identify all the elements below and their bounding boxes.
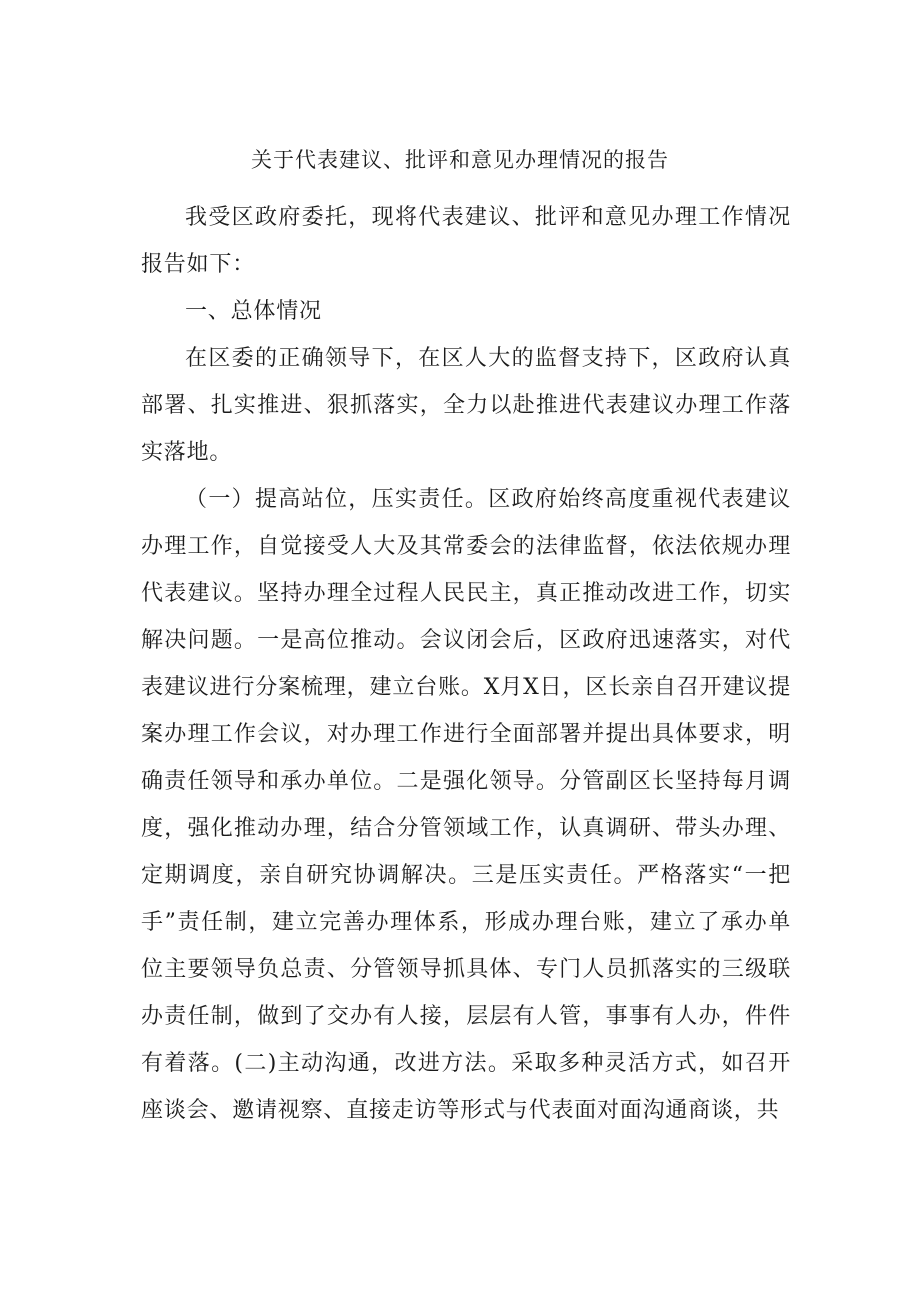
section-heading: 一、总体情况 bbox=[185, 299, 322, 324]
detail-paragraph: （一）提高站位，压实责任。区政府始终高度重视代表建议办理工作，自觉接受人大及其常委会的法律监督，依法依规办理代表建议。坚持办理全过程人民民主，真正推动改进工作，切实解决问题。一是高位推动。会议闭会后，区政府迅速落实，对代表建议进行分案梳理，建立台账。X月X日，区长亲自召开建议提案办理工作会议，对办理工作进行全面部署并提出具体要求，明确责任领导和承办单位。二是强化领导。分管副区长坚持每月调度，强化推动办理，结合分管领域工作，认真调研、带头办理、定期调度，亲自研究协调解决。三是压实责任。严格落实“一把手”责任制，建立完善办理体系，形成办理台账，建立了承办单位主要领导负总责、分管领导抓具体、专门人员抓落实的三级联办责任制，做到了交办有人接，层层有人管，事事有人办，件件有着落。(二)主动沟通，改进方法。采取多种灵活方式，如召开座谈会、邀请视察、直接走访等形式与代表面对面沟通商谈，共 bbox=[141, 487, 791, 1123]
document-body bbox=[141, 194, 791, 1134]
intro-paragraph: 我受区政府委托，现将代表建议、批评和意见办理工作情况报告如下： bbox=[141, 205, 791, 277]
document-title: 关于代表建议、批评和意见办理情况的报告 bbox=[251, 148, 669, 172]
overview-paragraph: 在区委的正确领导下，在区人大的监督支持下，区政府认真部署、扎实推进、狠抓落实，全力以赴推进代表建议办理工作落实落地。 bbox=[141, 346, 791, 465]
